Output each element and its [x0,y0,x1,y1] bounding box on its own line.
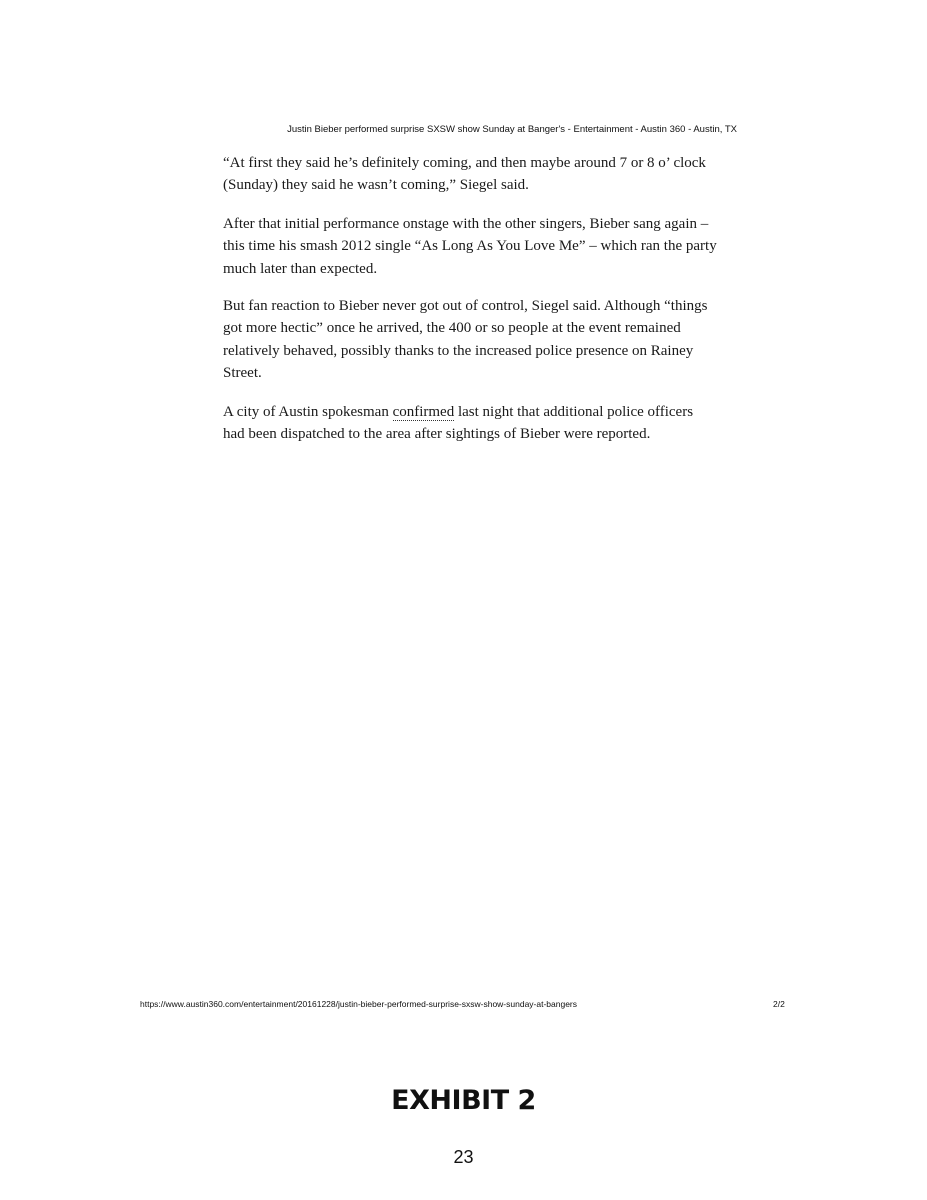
text-line: relatively behaved, possibly thanks to the increased police presence on Rainey [223,342,694,359]
text-line: this time his smash 2012 single “As Long As You Love Me” – which ran the party [223,238,717,255]
text-line: But fan reaction to Bieber never got out of control, Siegel said. Although “things [223,298,708,314]
page-number: 23 [453,1147,474,1167]
text-line: much later than expected. [223,260,378,277]
paragraph-4 [223,401,693,446]
text-span: last night that additional police officers [454,404,694,420]
text-span: A city of Austin spokesman [223,404,393,420]
confirmed-link[interactable]: confirmed [392,404,455,420]
paragraph-2 [223,213,717,280]
exhibit-label: EXHIBIT 2 [391,1085,536,1116]
text-line: “At first they said he’s definitely coming, and then maybe around 7 or 8 o’ clock [223,155,706,171]
text-line: Street. [223,364,262,381]
text-line: had been dispatched to the area after sightings of Bieber were reported. [223,426,651,443]
text-line: got more hectic” once he arrived, the 400 or so people at the event remained [223,320,681,337]
text-line [223,401,693,423]
print-page-count: 2/2 [773,999,785,1009]
paragraph-1 [223,152,706,197]
paragraph-3 [223,295,707,384]
print-footer-url: https://www.austin360.com/entertainment/20161228/justin-bieber-performed-surprise-sxsw-show-sunday-at-bangers [140,999,578,1009]
text-line: After that initial performance onstage with the other singers, Bieber sang again – [223,216,709,232]
print-header-title: Justin Bieber performed surprise SXSW show Sunday at Banger's - Entertainment - Austin 360 - Austin, TX [287,124,737,135]
text-line: (Sunday) they said he wasn’t coming,” Siegel said. [223,177,529,194]
